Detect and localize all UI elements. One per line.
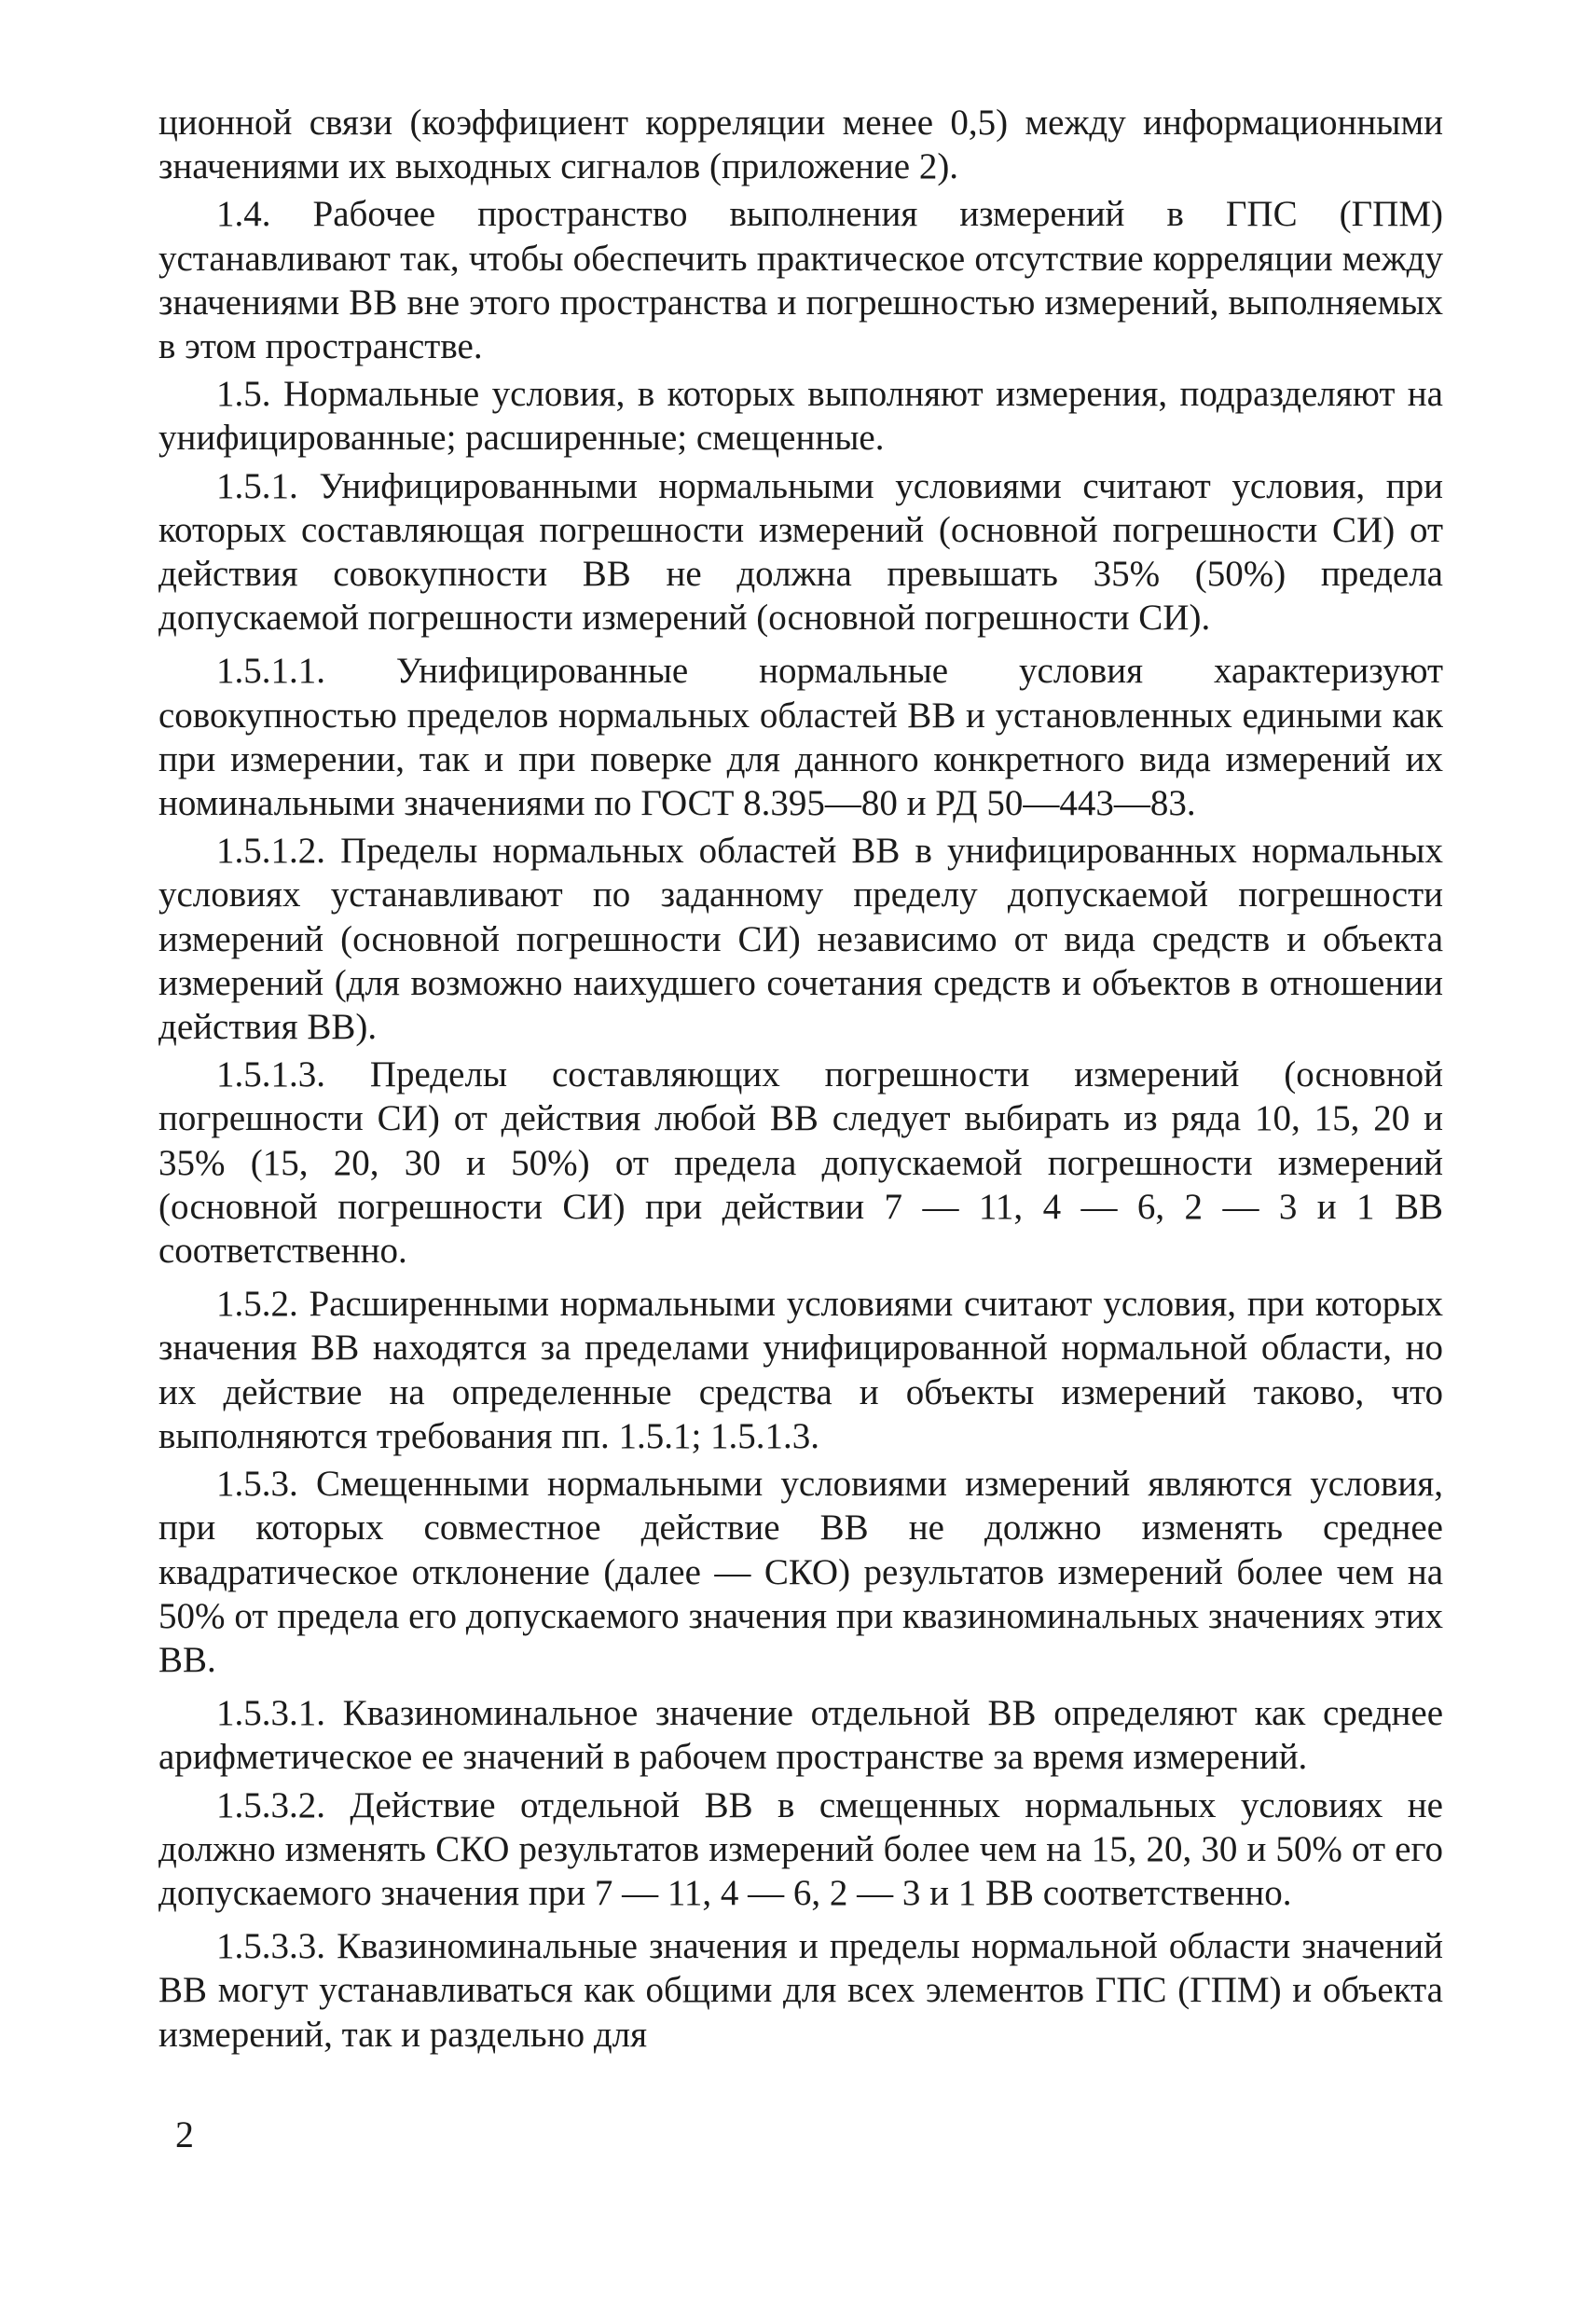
paragraph-1-5-3-2: 1.5.3.2. Действие отдельной ВВ в смещенных нормальных условиях не должно изменять СКО результатов измерений более чем на 15, 20, 30 и 50% от его допускаемого значения при 7 — 11, 4 — 6, 2 — 3 и 1 ВВ соответственно. <box>158 1784 1443 1913</box>
paragraph-1-5-1-2: 1.5.1.2. Пределы нормальных областей ВВ в унифицированных нормальных условиях устанавливают по заданному пределу допускаемой погрешности измерений (основной погрешности СИ) независимо от вида средств и объекта измерений (для возможно наихудшего сочетания средств и объектов в отношении действия ВВ). <box>158 831 1443 1048</box>
paragraph-1-4: 1.4. Рабочее пространство выполнения измерений в ГПС (ГПМ) устанавливают так, чтобы обеспечить практическое отсутствие корреляции между значениями ВВ вне этого пространства и погрешностью измерений, выполняемых в этом пространстве. <box>158 194 1443 367</box>
paragraph-1-5-3-3: 1.5.3.3. Квазиноминальные значения и пределы нормальной области значений ВВ могут устанавливаться как общими для всех элементов ГПС (ГПМ) и объекта измерений, так и раздельно для <box>158 1926 1443 2055</box>
paragraph-1-5-1: 1.5.1. Унифицированными нормальными условиями считают условия, при которых составляющая погрешности измерений (основной погрешности СИ) от действия совокупности ВВ не должна превышать 35% (50%) предела допускаемой погрешности измерений (основной погрешности СИ). <box>158 465 1443 639</box>
paragraph-1-5-2: 1.5.2. Расширенными нормальными условиями считают условия, при которых значения ВВ находятся за пределами унифицированной нормальной области, но их действие на определенные средства и объекты измерений таково, что выполняются требования пп. 1.5.1; 1.5.1.3. <box>158 1284 1443 1456</box>
paragraph-1-5-1-1: 1.5.1.1. Унифицированные нормальные условия характеризуют совокупностью пределов нормальных областей ВВ и установленных едиными как при измерении, так и при поверке для данного конкретного вида измерений их номинальными значениями по ГОСТ 8.395—80 и РД 50—443—83. <box>158 651 1443 824</box>
page-number: 2 <box>175 2113 194 2155</box>
paragraph-1-5-3-1: 1.5.3.1. Квазиноминальное значение отдельной ВВ определяют как среднее арифметическое ее значений в рабочем пространстве за время измерений. <box>158 1693 1443 1778</box>
paragraph-1-5: 1.5. Нормальные условия, в которых выполняют измерения, подразделяют на унифицированные; расширенные; смещенные. <box>158 374 1443 459</box>
paragraph-continuation: ционной связи (коэффициент корреляции менее 0,5) между информационными значениями их выходных сигналов (приложение 2). <box>158 103 1443 187</box>
paragraph-1-5-3: 1.5.3. Смещенными нормальными условиями измерений являются условия, при которых совместное действие ВВ не должно изменять среднее квадратическое отклонение (далее — СКО) результатов измерений более чем на 50% от предела его допускаемого значения при квазиноминальных значениях этих ВВ. <box>158 1464 1443 1680</box>
document-page <box>158 101 1443 2060</box>
paragraph-1-5-1-3: 1.5.1.3. Пределы составляющих погрешности измерений (основной погрешности СИ) от действия любой ВВ следует выбирать из ряда 10, 15, 20 и 35% (15, 20, 30 и 50%) от предела допускаемой погрешности измерений (основной погрешности СИ) при действии 7 — 11, 4 — 6, 2 — 3 и 1 ВВ соответственно. <box>158 1054 1443 1272</box>
